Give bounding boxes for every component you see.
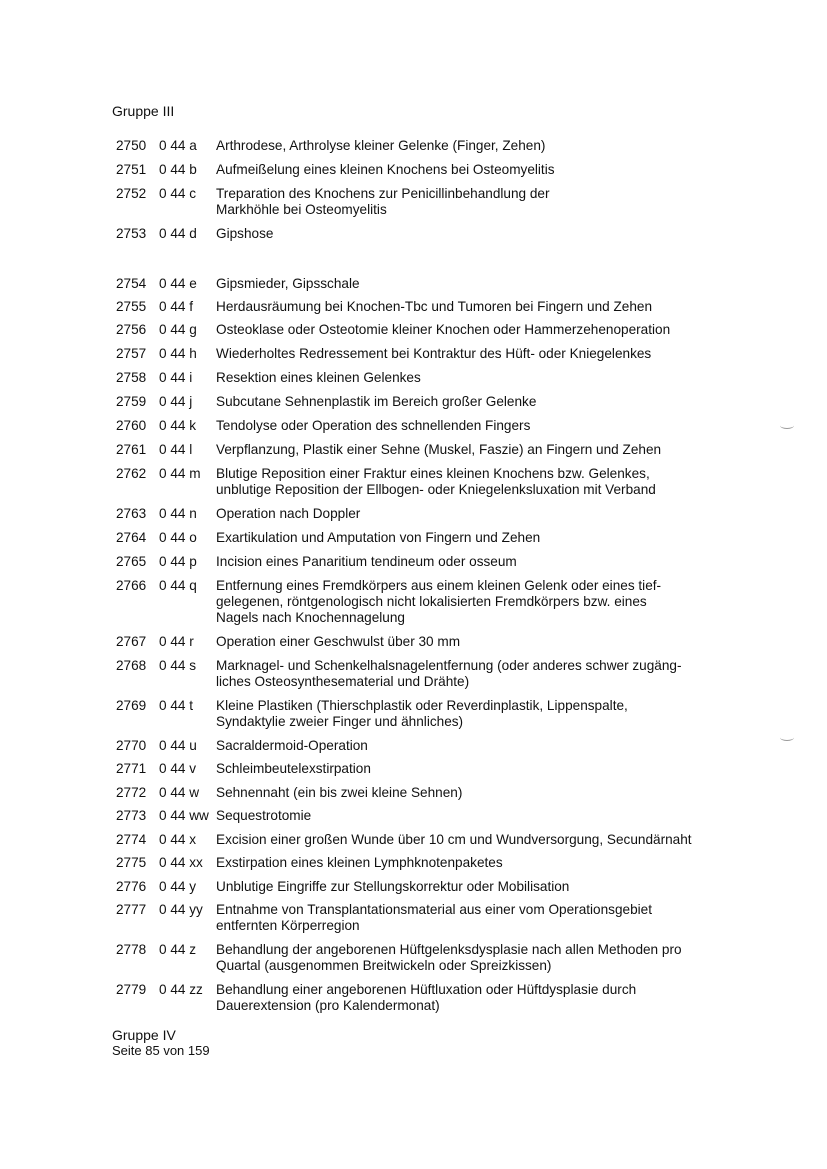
item-code: 0 44 u — [159, 738, 197, 753]
item-description — [216, 785, 776, 801]
description-line: Quartal (ausgenommen Breitwickeln oder Spreizkissen) — [216, 958, 552, 973]
description-line: Incision eines Panaritium tendineum oder osseum — [216, 554, 517, 569]
item-number: 2768 — [116, 658, 147, 673]
item-number: 2755 — [116, 299, 147, 314]
item-description — [216, 902, 776, 934]
item-description — [216, 506, 776, 522]
item-description — [216, 879, 776, 895]
item-number: 2778 — [116, 942, 147, 957]
item-number: 2753 — [116, 226, 147, 241]
item-description — [216, 186, 776, 218]
item-code: 0 44 k — [159, 418, 197, 433]
item-code: 0 44 v — [159, 761, 197, 776]
description-line: Entnahme von Transplantationsmaterial aus einer vom Operationsgebiet — [216, 902, 653, 917]
group-heading: Gruppe III — [112, 103, 175, 119]
item-description — [216, 138, 776, 154]
description-line: unblutige Reposition der Ellbogen- oder Kniegelenksluxation mit Verband — [216, 482, 656, 497]
item-number: 2777 — [116, 902, 147, 917]
description-line: Schleimbeutelexstirpation — [216, 761, 371, 776]
item-description — [216, 634, 776, 650]
description-line: Operation nach Doppler — [216, 506, 361, 521]
item-number: 2750 — [116, 138, 147, 153]
item-code: 0 44 r — [159, 634, 194, 649]
description-line: Tendolyse oder Operation des schnellenden Fingers — [216, 418, 531, 433]
item-description — [216, 322, 776, 338]
item-number: 2761 — [116, 442, 147, 457]
description-line: Syndaktylie zweier Finger und ähnliches) — [216, 714, 464, 729]
item-number: 2775 — [116, 855, 147, 870]
item-description — [216, 299, 776, 315]
item-number: 2759 — [116, 394, 147, 409]
item-number: 2765 — [116, 554, 147, 569]
description-line: Blutige Reposition einer Fraktur eines kleinen Knochens bzw. Gelenkes, — [216, 466, 650, 481]
item-description — [216, 808, 776, 824]
item-code: 0 44 i — [159, 370, 193, 385]
item-code: 0 44 z — [159, 942, 197, 957]
item-number: 2760 — [116, 418, 147, 433]
item-description — [216, 418, 776, 434]
item-number: 2758 — [116, 370, 147, 385]
item-code: 0 44 ww — [159, 808, 209, 823]
description-line: Markhöhle bei Osteomyelitis — [216, 202, 387, 217]
description-line: Herdausräumung bei Knochen-Tbc und Tumoren bei Fingern und Zehen — [216, 299, 653, 314]
item-code: 0 44 p — [159, 554, 197, 569]
item-code: 0 44 d — [159, 226, 197, 241]
item-number: 2770 — [116, 738, 147, 753]
item-code: 0 44 a — [159, 138, 197, 153]
page-footer — [112, 1027, 210, 1059]
description-line: Exartikulation und Amputation von Fingern und Zehen — [216, 530, 541, 545]
item-number: 2754 — [116, 276, 147, 291]
description-line: liches Osteosynthesematerial und Drähte) — [216, 674, 470, 689]
description-line: Unblutige Eingriffe zur Stellungskorrektur oder Mobilisation — [216, 879, 570, 894]
item-code: 0 44 xx — [159, 855, 203, 870]
item-description — [216, 276, 776, 292]
description-line: Treparation des Knochens zur Penicillinbehandlung der — [216, 186, 550, 201]
item-description — [216, 578, 776, 626]
item-description — [216, 942, 776, 974]
description-line: Arthrodese, Arthrolyse kleiner Gelenke (Finger, Zehen) — [216, 138, 546, 153]
description-line: Behandlung einer angeborenen Hüftluxation oder Hüftdysplasie durch — [216, 982, 637, 997]
item-description — [216, 394, 776, 410]
page-number: Seite 85 von 159 — [112, 1043, 210, 1058]
description-line: Marknagel- und Schenkelhalsnagelentfernung (oder anderes schwer zugäng- — [216, 658, 682, 673]
item-number: 2751 — [116, 162, 147, 177]
item-code: 0 44 g — [159, 322, 197, 337]
item-description — [216, 346, 776, 362]
item-code: 0 44 e — [159, 276, 197, 291]
item-number: 2772 — [116, 785, 147, 800]
item-description — [216, 982, 776, 1014]
item-number: 2773 — [116, 808, 147, 823]
item-code: 0 44 n — [159, 506, 197, 521]
item-number: 2769 — [116, 698, 147, 713]
item-number: 2771 — [116, 761, 147, 776]
item-description — [216, 761, 776, 777]
item-number: 2764 — [116, 530, 147, 545]
scan-mark — [780, 734, 794, 741]
item-code: 0 44 zz — [159, 982, 203, 997]
item-description — [216, 530, 776, 546]
item-description — [216, 370, 776, 386]
item-code: 0 44 w — [159, 785, 200, 800]
description-line: Nagels nach Knochennagelung — [216, 610, 405, 625]
item-code: 0 44 b — [159, 162, 197, 177]
item-code: 0 44 y — [159, 879, 197, 894]
item-number: 2762 — [116, 466, 147, 481]
item-number: 2767 — [116, 634, 147, 649]
item-code: 0 44 t — [159, 698, 194, 713]
item-number: 2763 — [116, 506, 147, 521]
description-line: Subcutane Sehnenplastik im Bereich großer Gelenke — [216, 394, 537, 409]
item-number: 2756 — [116, 322, 147, 337]
description-line: Resektion eines kleinen Gelenkes — [216, 370, 421, 385]
item-description — [216, 466, 776, 498]
description-line: Behandlung der angeborenen Hüftgelenksdysplasie nach allen Methoden pro — [216, 942, 682, 957]
item-code: 0 44 m — [159, 466, 201, 481]
item-code: 0 44 q — [159, 578, 197, 593]
item-number: 2774 — [116, 832, 147, 847]
description-line: Kleine Plastiken (Thierschplastik oder Reverdinplastik, Lippenspalte, — [216, 698, 628, 713]
description-line: Wiederholtes Redressement bei Kontraktur des Hüft- oder Kniegelenkes — [216, 346, 652, 361]
item-code: 0 44 x — [159, 832, 197, 847]
next-group-heading: Gruppe IV — [112, 1027, 176, 1043]
description-line: Excision einer großen Wunde über 10 cm und Wundversorgung, Secundärnaht — [216, 832, 692, 847]
description-line: Sehnennaht (ein bis zwei kleine Sehnen) — [216, 785, 463, 800]
item-code: 0 44 s — [159, 658, 197, 673]
item-code: 0 44 f — [159, 299, 194, 314]
description-line: Operation einer Geschwulst über 30 mm — [216, 634, 461, 649]
description-line: entfernten Körperregion — [216, 918, 360, 933]
item-number: 2779 — [116, 982, 147, 997]
item-description — [216, 442, 776, 458]
item-code: 0 44 yy — [159, 902, 203, 917]
item-code: 0 44 l — [159, 442, 193, 457]
description-line: Gipshose — [216, 226, 274, 241]
item-description — [216, 162, 776, 178]
item-description — [216, 738, 776, 754]
item-code: 0 44 c — [159, 186, 197, 201]
description-line: Gipsmieder, Gipsschale — [216, 276, 360, 291]
description-line: Osteoklase oder Osteotomie kleiner Knochen oder Hammerzehenoperation — [216, 322, 671, 337]
item-description — [216, 832, 776, 848]
description-line: Sequestrotomie — [216, 808, 312, 823]
item-description — [216, 226, 776, 242]
item-number: 2776 — [116, 879, 147, 894]
description-line: Aufmeißelung eines kleinen Knochens bei Osteomyelitis — [216, 162, 555, 177]
scan-mark — [780, 422, 794, 429]
description-line: Dauerextension (pro Kalendermonat) — [216, 998, 440, 1013]
item-code: 0 44 o — [159, 530, 197, 545]
item-description — [216, 855, 776, 871]
item-code: 0 44 h — [159, 346, 197, 361]
description-line: Exstirpation eines kleinen Lymphknotenpaketes — [216, 855, 503, 870]
description-line: gelegenen, röntgenologisch nicht lokalisierten Fremdkörpers bzw. eines — [216, 594, 647, 609]
item-code: 0 44 j — [159, 394, 193, 409]
item-number: 2757 — [116, 346, 147, 361]
description-line: Verpflanzung, Plastik einer Sehne (Muskel, Faszie) an Fingern und Zehen — [216, 442, 662, 457]
item-number: 2752 — [116, 186, 147, 201]
item-description — [216, 698, 776, 730]
description-line: Entfernung eines Fremdkörpers aus einem kleinen Gelenk oder eines tief- — [216, 578, 662, 593]
item-number: 2766 — [116, 578, 147, 593]
description-line: Sacraldermoid-Operation — [216, 738, 368, 753]
item-description — [216, 554, 776, 570]
item-description — [216, 658, 776, 690]
